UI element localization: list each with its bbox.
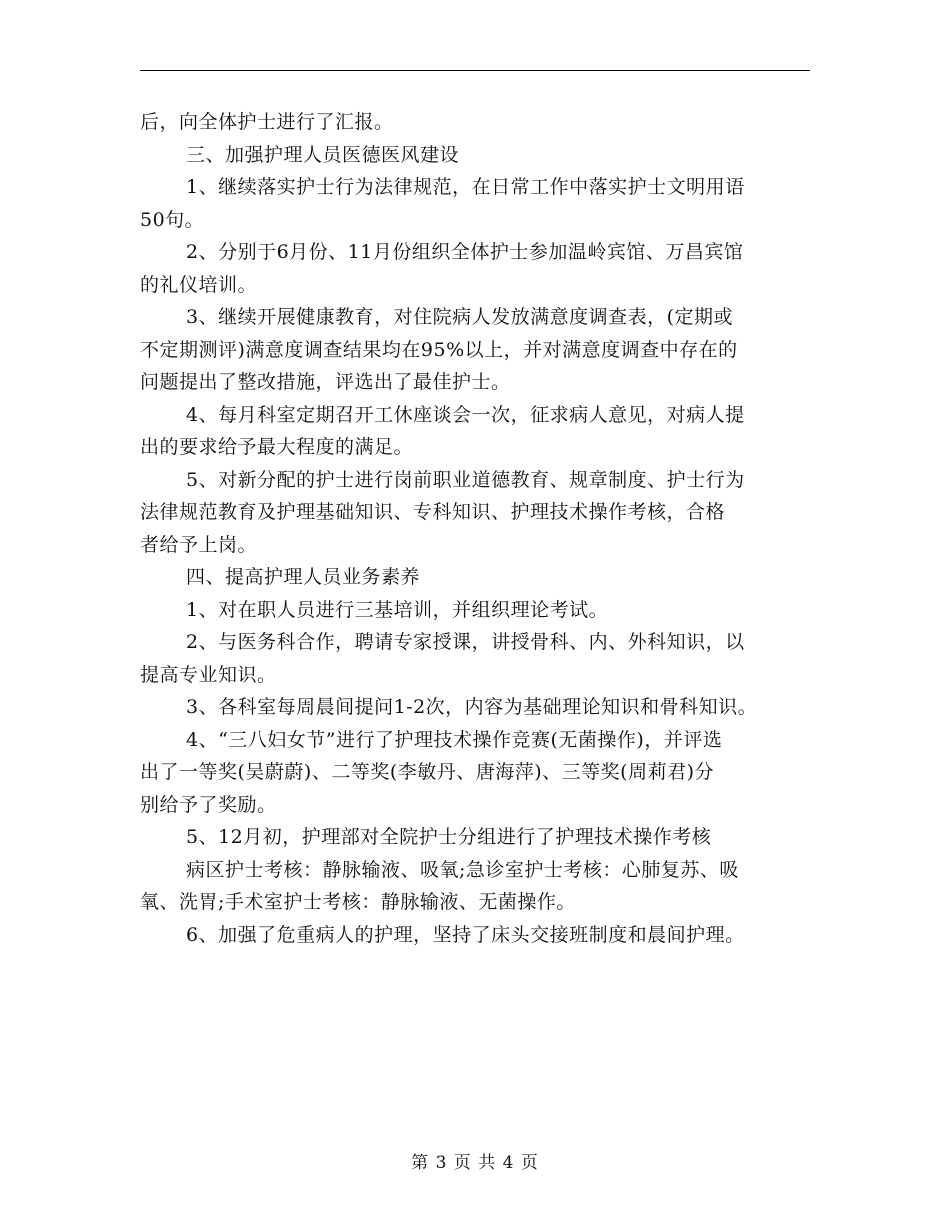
text-line: 5、对新分配的护士进行岗前职业道德教育、规章制度、护士行为 xyxy=(186,468,745,491)
text-line: 2、分别于6月份、11月份组织全体护士参加温岭宾馆、万昌宾馆 xyxy=(186,241,744,263)
section-heading: 三、加强护理人员医德医风建设 xyxy=(186,143,460,166)
text-line: 50句。 xyxy=(140,208,205,231)
section-heading: 四、提高护理人员业务素养 xyxy=(186,566,421,588)
text-line: 2、与医务科合作，聘请专家授课，讲授骨科、内、外科知识，以 xyxy=(186,631,745,653)
text-line: 出的要求给予最大程度的满足。 xyxy=(140,436,414,458)
text-line: 4、每月科室定期召开工休座谈会一次，征求病人意见，对病人提 xyxy=(186,403,745,426)
header-rule xyxy=(140,70,810,71)
page-number-footer: 第 3 页 共 4 页 xyxy=(411,1153,539,1173)
text-line: 1、对在职人员进行三基培训，并组织理论考试。 xyxy=(186,598,609,621)
text-line: 4、“三八妇女节”进行了护理技术操作竞赛(无菌操作)，并评选 xyxy=(186,728,723,751)
document-body xyxy=(140,106,820,951)
text-line: 不定期测评)满意度调查结果均在95%以上，并对满意度调查中存在的 xyxy=(140,338,738,361)
text-line: 出了一等奖(吴蔚蔚)、二等奖(李敏丹、唐海萍)、三等奖(周莉君)分 xyxy=(140,761,714,783)
text-line: 3、继续开展健康教育，对住院病人发放满意度调查表，(定期或 xyxy=(186,306,734,328)
text-line: 后，向全体护士进行了汇报。 xyxy=(140,111,394,133)
text-line: 法律规范教育及护理基础知识、专科知识、护理技术操作考核，合格 xyxy=(140,501,726,523)
text-line: 6、加强了危重病人的护理，坚持了床头交接班制度和晨间护理。 xyxy=(186,923,745,946)
text-line: 别给予了奖励。 xyxy=(140,793,277,816)
text-line: 病区护士考核：静脉输液、吸氧;急诊室护士考核：心肺复苏、吸 xyxy=(186,858,739,881)
text-line: 者给予上岗。 xyxy=(140,533,258,556)
text-line: 的礼仪培训。 xyxy=(140,273,258,296)
text-line: 提高专业知识。 xyxy=(140,663,277,686)
text-line: 5、12月初，护理部对全院护士分组进行了护理技术操作考核 xyxy=(186,826,712,848)
text-line: 3、各科室每周晨间提问1-2次，内容为基础理论知识和骨科知识。 xyxy=(186,696,758,718)
text-line: 1、继续落实护士行为法律规范，在日常工作中落实护士文明用语 xyxy=(186,176,745,198)
text-line: 问题提出了整改措施，评选出了最佳护士。 xyxy=(140,371,511,393)
text-line: 氧、洗胃;手术室护士考核：静脉输液、无菌操作。 xyxy=(140,891,576,913)
